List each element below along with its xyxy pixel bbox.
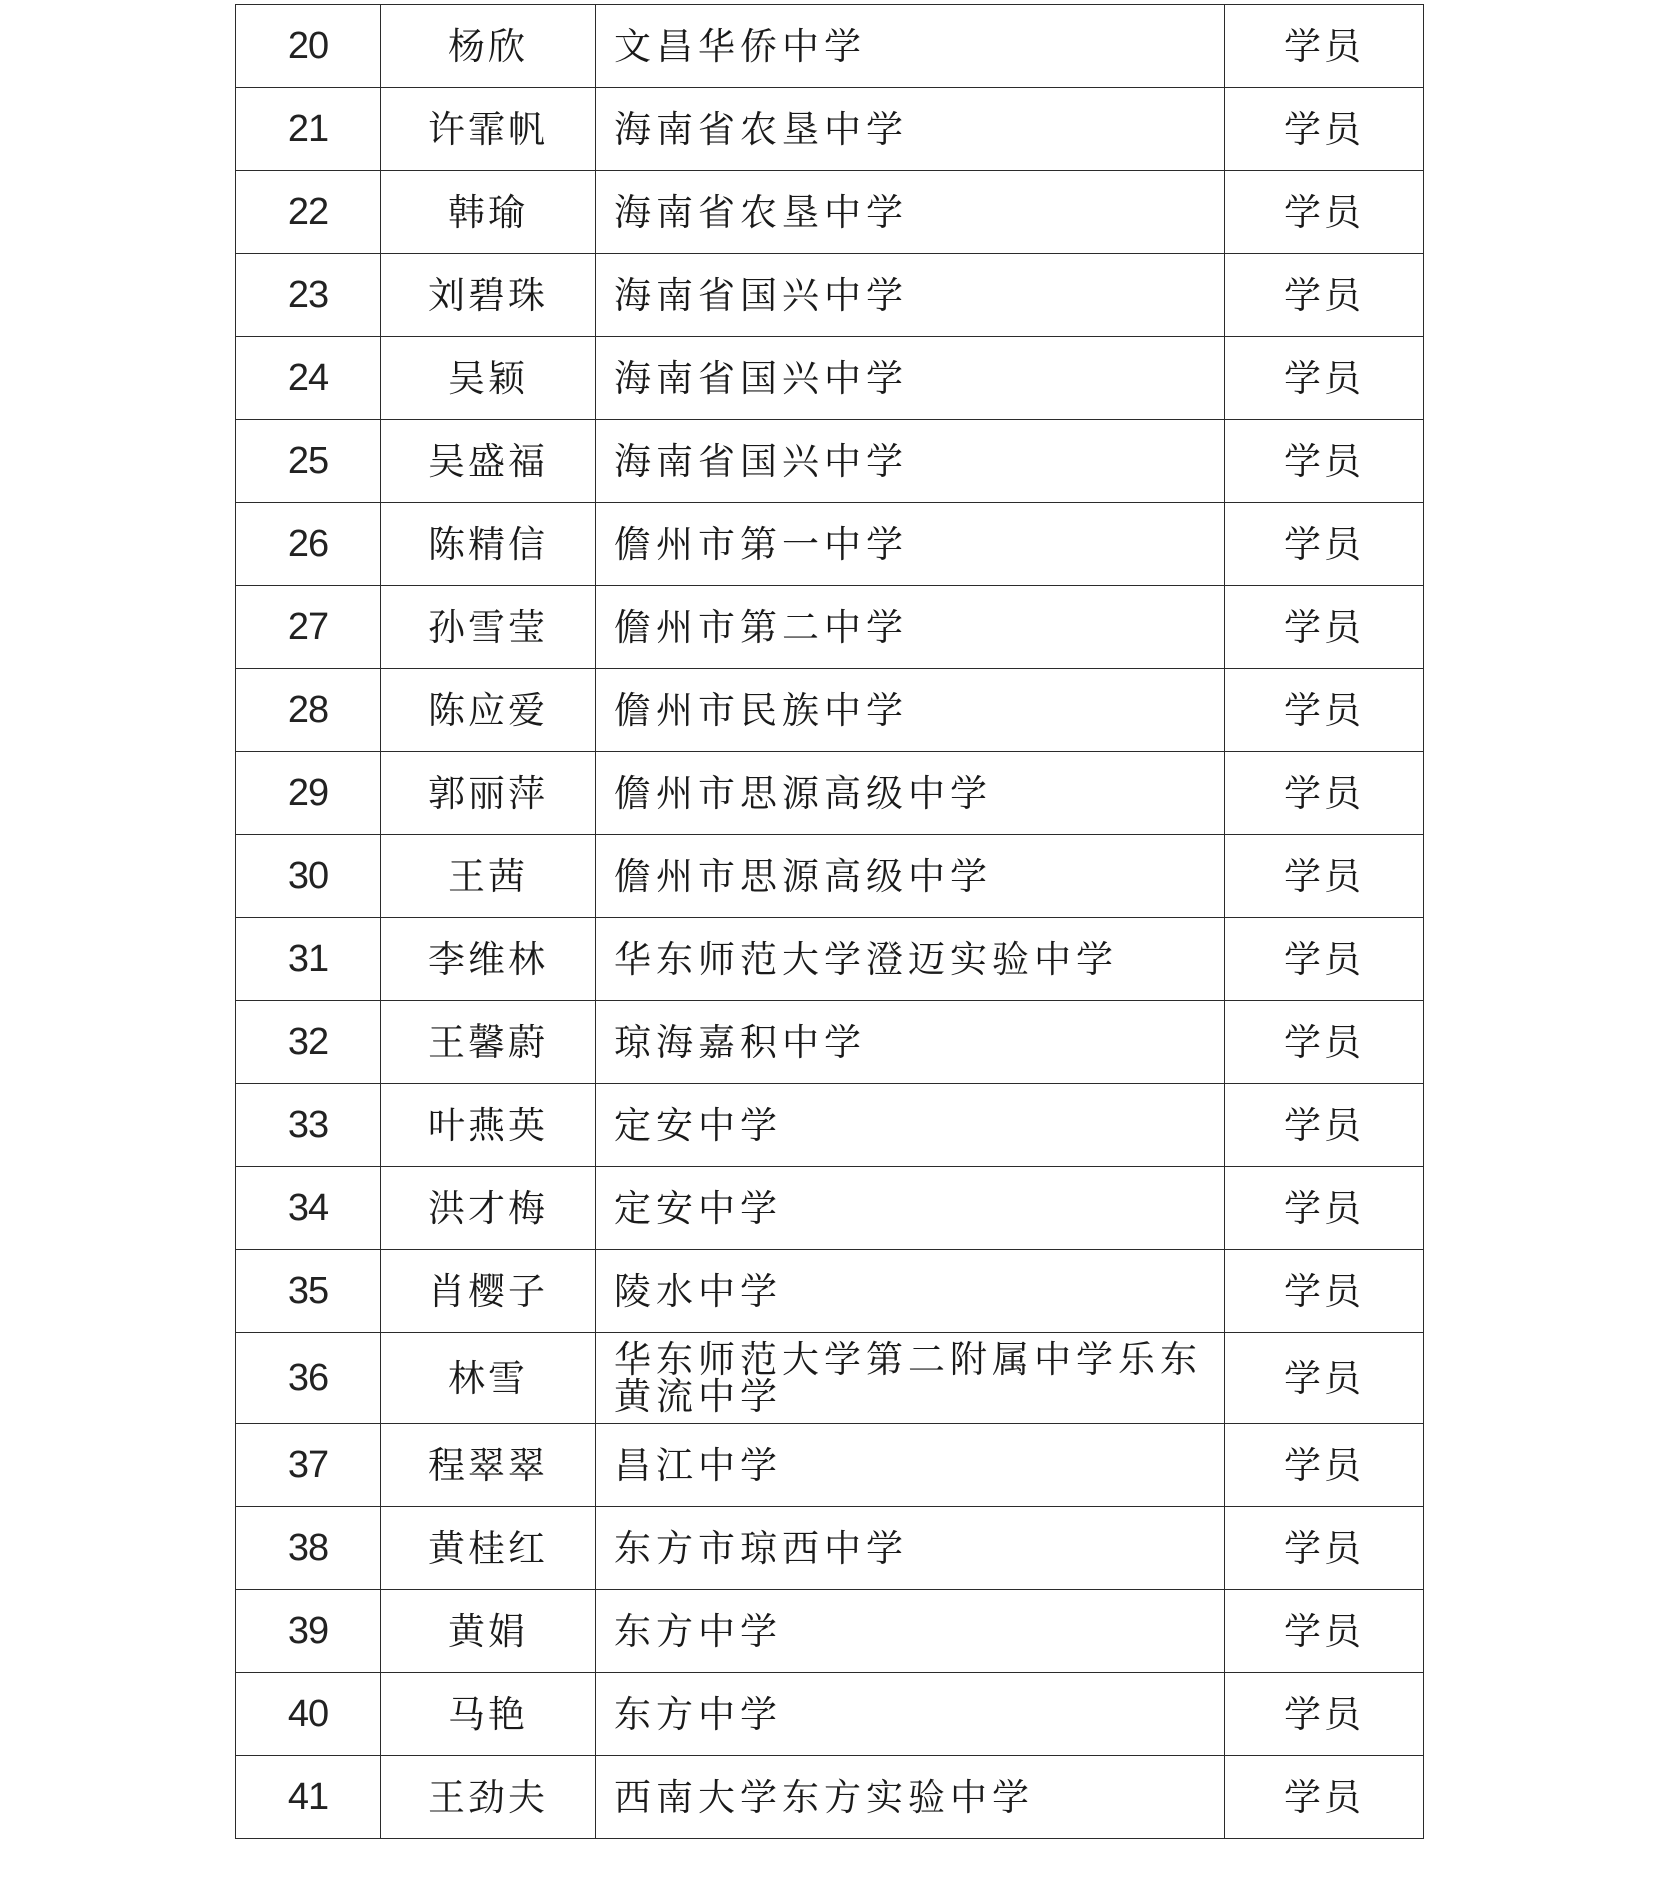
school-name: 定安中学 [596,1084,1225,1167]
member-role: 学员 [1225,586,1424,669]
row-number: 20 [236,5,381,88]
member-name: 许霏帆 [381,88,596,171]
member-role: 学员 [1225,918,1424,1001]
member-role: 学员 [1225,1673,1424,1756]
school-name: 华东师范大学第二附属中学乐东黄流中学 [596,1333,1225,1424]
school-name: 海南省国兴中学 [596,420,1225,503]
table-row [236,1424,1424,1507]
member-name: 程翠翠 [381,1424,596,1507]
table-row [236,337,1424,420]
row-number: 30 [236,835,381,918]
table-row [236,1507,1424,1590]
roster-table-body [236,5,1424,1839]
table-row [236,1333,1424,1424]
table-row [236,669,1424,752]
school-name: 西南大学东方实验中学 [596,1756,1225,1839]
school-name: 儋州市思源高级中学 [596,835,1225,918]
member-role: 学员 [1225,1590,1424,1673]
row-number: 28 [236,669,381,752]
table-row [236,1756,1424,1839]
member-name: 郭丽萍 [381,752,596,835]
member-role: 学员 [1225,254,1424,337]
member-name: 马艳 [381,1673,596,1756]
school-name: 儋州市第二中学 [596,586,1225,669]
table-row [236,835,1424,918]
member-name: 王茜 [381,835,596,918]
member-role: 学员 [1225,1424,1424,1507]
school-name: 琼海嘉积中学 [596,1001,1225,1084]
row-number: 21 [236,88,381,171]
member-name: 韩瑜 [381,171,596,254]
table-row [236,1167,1424,1250]
school-name: 儋州市第一中学 [596,503,1225,586]
member-name: 陈精信 [381,503,596,586]
member-role: 学员 [1225,1084,1424,1167]
school-name: 儋州市思源高级中学 [596,752,1225,835]
school-name: 定安中学 [596,1167,1225,1250]
table-row [236,254,1424,337]
school-name: 儋州市民族中学 [596,669,1225,752]
member-name: 黄桂红 [381,1507,596,1590]
school-name: 昌江中学 [596,1424,1225,1507]
member-role: 学员 [1225,503,1424,586]
row-number: 36 [236,1333,381,1424]
table-row [236,88,1424,171]
table-row [236,1250,1424,1333]
member-role: 学员 [1225,669,1424,752]
row-number: 38 [236,1507,381,1590]
row-number: 29 [236,752,381,835]
member-name: 洪才梅 [381,1167,596,1250]
member-name: 陈应爱 [381,669,596,752]
row-number: 25 [236,420,381,503]
member-name: 吴颖 [381,337,596,420]
member-name: 林雪 [381,1333,596,1424]
row-number: 33 [236,1084,381,1167]
member-role: 学员 [1225,337,1424,420]
member-role: 学员 [1225,5,1424,88]
member-name: 吴盛福 [381,420,596,503]
member-name: 叶燕英 [381,1084,596,1167]
member-role: 学员 [1225,1250,1424,1333]
table-row [236,918,1424,1001]
member-name: 王馨蔚 [381,1001,596,1084]
member-name: 孙雪莹 [381,586,596,669]
member-name: 王劲夫 [381,1756,596,1839]
member-role: 学员 [1225,420,1424,503]
school-name: 华东师范大学澄迈实验中学 [596,918,1225,1001]
school-name: 陵水中学 [596,1250,1225,1333]
member-role: 学员 [1225,752,1424,835]
member-role: 学员 [1225,835,1424,918]
school-name: 东方中学 [596,1590,1225,1673]
row-number: 32 [236,1001,381,1084]
roster-table-container [235,4,1423,1839]
row-number: 35 [236,1250,381,1333]
member-role: 学员 [1225,1167,1424,1250]
table-row [236,1084,1424,1167]
row-number: 40 [236,1673,381,1756]
school-name: 海南省农垦中学 [596,171,1225,254]
member-role: 学员 [1225,88,1424,171]
member-role: 学员 [1225,1001,1424,1084]
school-name: 海南省国兴中学 [596,337,1225,420]
school-name: 海南省国兴中学 [596,254,1225,337]
row-number: 41 [236,1756,381,1839]
roster-table [235,4,1424,1839]
table-row [236,752,1424,835]
member-name: 李维林 [381,918,596,1001]
table-row [236,1590,1424,1673]
member-name: 杨欣 [381,5,596,88]
member-role: 学员 [1225,1333,1424,1424]
member-role: 学员 [1225,1507,1424,1590]
school-name: 海南省农垦中学 [596,88,1225,171]
member-name: 刘碧珠 [381,254,596,337]
row-number: 34 [236,1167,381,1250]
school-name: 东方市琼西中学 [596,1507,1225,1590]
member-role: 学员 [1225,1756,1424,1839]
member-name: 肖樱子 [381,1250,596,1333]
table-row [236,5,1424,88]
table-row [236,420,1424,503]
member-name: 黄娟 [381,1590,596,1673]
row-number: 27 [236,586,381,669]
row-number: 37 [236,1424,381,1507]
member-role: 学员 [1225,171,1424,254]
table-row [236,586,1424,669]
row-number: 31 [236,918,381,1001]
table-row [236,1673,1424,1756]
table-row [236,503,1424,586]
school-name: 文昌华侨中学 [596,5,1225,88]
school-name: 东方中学 [596,1673,1225,1756]
table-row [236,171,1424,254]
row-number: 24 [236,337,381,420]
table-row [236,1001,1424,1084]
row-number: 39 [236,1590,381,1673]
row-number: 22 [236,171,381,254]
row-number: 23 [236,254,381,337]
row-number: 26 [236,503,381,586]
